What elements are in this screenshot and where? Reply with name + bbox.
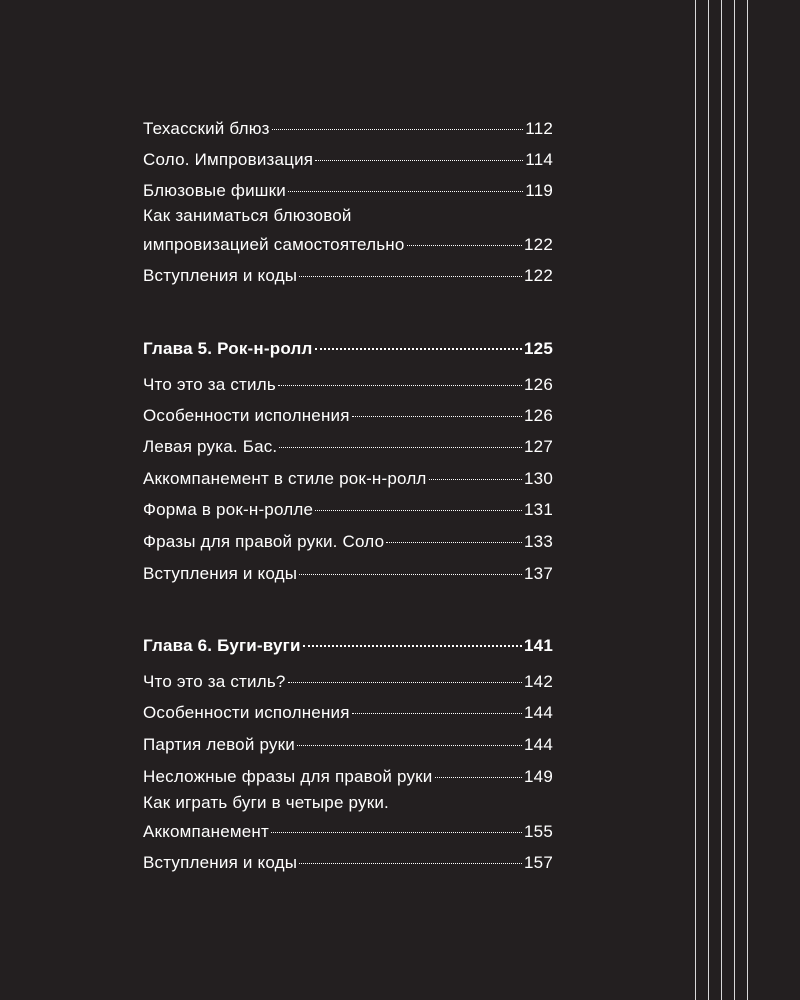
toc-entry[interactable] — [143, 368, 553, 396]
toc-entry[interactable] — [143, 493, 553, 521]
toc-entry[interactable] — [143, 228, 553, 256]
chapter-title: Глава 5. Рок-н-ролл — [143, 339, 313, 358]
dot-leader — [315, 143, 523, 165]
toc-entry-page: 157 — [524, 853, 553, 872]
toc-entry-title: Вступления и коды — [143, 266, 298, 285]
toc-entry-page: 122 — [524, 235, 553, 254]
toc-entry[interactable] — [143, 696, 553, 724]
toc-entry-page: 149 — [524, 767, 553, 786]
toc-entry-page: 130 — [524, 469, 553, 488]
dot-leader — [352, 399, 522, 421]
dot-leader — [315, 493, 522, 515]
dot-leader — [407, 228, 522, 250]
toc-entry-page: 131 — [524, 500, 553, 519]
toc-entry-title-line1: Как заниматься блюзовой — [143, 206, 352, 225]
chapter-page: 141 — [524, 636, 553, 655]
toc-entry-title: Блюзовые фишки — [143, 181, 286, 200]
toc-entry[interactable] — [143, 846, 553, 874]
toc-entry[interactable] — [143, 143, 553, 171]
toc-entry-page: 144 — [524, 703, 553, 722]
toc-entry[interactable] — [143, 174, 553, 202]
toc-entry-page: 112 — [525, 119, 553, 138]
toc-entry-page: 133 — [524, 532, 553, 551]
toc-entry-page: 114 — [525, 150, 553, 169]
dot-leader — [386, 525, 522, 547]
toc-entry-title: импровизацией самостоятельно — [143, 235, 405, 254]
chapter-heading[interactable] — [143, 629, 553, 657]
dot-leader — [352, 696, 522, 718]
dot-leader — [288, 665, 522, 687]
toc-entry-page: 142 — [524, 672, 553, 691]
chapter-heading[interactable] — [143, 332, 553, 360]
dot-leader — [299, 846, 522, 868]
toc-entry-title-line1: Как играть буги в четыре руки. — [143, 793, 389, 812]
dot-leader — [279, 430, 522, 452]
dot-leader — [435, 760, 523, 782]
toc-entry-page: 127 — [524, 437, 553, 456]
decorative-rule-2 — [708, 0, 709, 1000]
dot-leader — [271, 815, 522, 837]
dot-leader — [272, 112, 524, 134]
toc-entry-title: Левая рука. Бас. — [143, 437, 278, 456]
toc-entry-page: 126 — [524, 406, 553, 425]
toc-entry[interactable] — [143, 760, 553, 788]
dot-leader — [278, 368, 522, 390]
dot-leader — [299, 557, 522, 579]
toc-entry[interactable] — [143, 259, 553, 287]
toc-entry[interactable] — [143, 462, 553, 490]
dot-leader — [315, 332, 523, 354]
toc-entry-title: Что это за стиль? — [143, 672, 286, 691]
toc-entry-title: Несложные фразы для правой руки — [143, 767, 433, 786]
toc-entry-title: Вступления и коды — [143, 853, 298, 872]
toc-entry[interactable] — [143, 399, 553, 427]
toc-entry-title: Соло. Импровизация — [143, 150, 314, 169]
dot-leader — [288, 174, 523, 196]
toc-entry-page: 119 — [525, 181, 553, 200]
decorative-rule-1 — [695, 0, 696, 1000]
chapter-title: Глава 6. Буги-вуги — [143, 636, 301, 655]
toc-entry-page: 126 — [524, 375, 553, 394]
toc-entry[interactable] — [143, 557, 553, 585]
decorative-rule-4 — [734, 0, 735, 1000]
decorative-rule-5 — [747, 0, 748, 1000]
toc-entry[interactable] — [143, 728, 553, 756]
toc-entry-title: Техасский блюз — [143, 119, 270, 138]
toc-entry-title: Аккомпанемент — [143, 822, 269, 841]
toc-entry[interactable] — [143, 112, 553, 140]
decorative-rule-3 — [721, 0, 722, 1000]
dot-leader — [429, 462, 522, 484]
chapter-page: 125 — [524, 339, 553, 358]
toc-entry-title: Аккомпанемент в стиле рок-н-ролл — [143, 469, 427, 488]
toc-entry-title: Особенности исполнения — [143, 406, 350, 425]
toc-entry-page: 137 — [524, 564, 553, 583]
toc-entry-page: 122 — [524, 266, 553, 285]
dot-leader — [297, 728, 522, 750]
toc-entry[interactable] — [143, 815, 553, 843]
dot-leader — [299, 259, 522, 281]
toc-entry[interactable] — [143, 525, 553, 553]
toc-entry-title: Вступления и коды — [143, 564, 298, 583]
toc-entry-title: Что это за стиль — [143, 375, 276, 394]
toc-entry-title: Партия левой руки — [143, 735, 295, 754]
toc-entry-page: 144 — [524, 735, 553, 754]
toc-entry-page: 155 — [524, 822, 553, 841]
toc-entry-title: Форма в рок-н-ролле — [143, 500, 314, 519]
toc-entry-title: Особенности исполнения — [143, 703, 350, 722]
dot-leader — [303, 629, 522, 651]
toc-entry-title: Фразы для правой руки. Соло — [143, 532, 385, 551]
toc-entry[interactable] — [143, 430, 553, 458]
toc-entry[interactable] — [143, 665, 553, 693]
